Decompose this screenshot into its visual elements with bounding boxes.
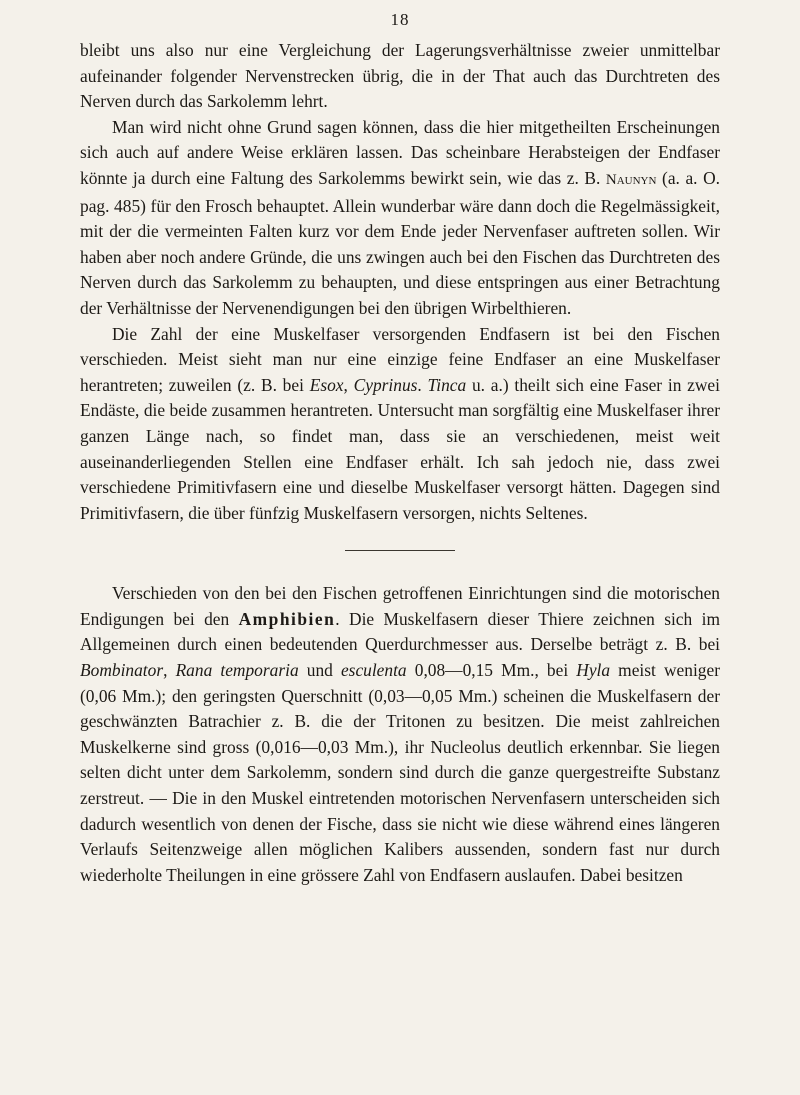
paragraph-1: bleibt uns also nur eine Vergleichung der Lagerungsverhältnisse zweier unmittelbar aufeinander folgender Nervenstrecken übrig, die in der That auch das Durchtreten des Nerven durch das Sarkolemm lehrt. <box>80 40 720 112</box>
species-esculenta: esculenta <box>340 660 407 681</box>
species-esox: Esox <box>309 374 344 395</box>
species-cyprinus: Cyprinus <box>353 374 418 395</box>
paragraph-3-text-b: u. a.) theilt sich eine Faser in zwei Endäste, die beide zusammen herantreten. Untersucht man sorgfältig eine Muskelfaser ihrer ganzen Länge nach, so findet man, dass sie an verschiedenen, meist weit auseinanderliegenden Stellen eine Endfaser erhält. Ich sah jedoch nie, dass zwei verschiedene Primitivfasern eine und dieselbe Muskelfaser versorgt hätten. Dagegen sind Primitivfasern, die über fünfzig Muskelfasern versorgen, nichts Seltenes. <box>80 374 720 523</box>
species-hyla: Hyla <box>576 660 611 681</box>
paragraph-2-text-b: (a. a. O. pag. 485) für den Frosch behauptet. Allein wunderbar wäre dann doch die Regelmässigkeit, mit der die vermeinten Falten kurz vor dem Ende jeder Nervenfaser auftreten sollen. Wir haben aber noch andere Gründe, die uns zwingen auch bei den Fischen das Durchtreten des Nerven durch das Sarkolemm zu behaupten, und diese entspringen aus einer Betrachtung der Verhältnisse der Nervenendigungen bei den übrigen Wirbelthieren. <box>80 167 720 318</box>
author-naunyn: Naunyn <box>605 171 657 188</box>
paragraph-3 <box>80 322 720 527</box>
paragraph-2-text-a: Man wird nicht ohne Grund sagen können, dass die hier mitgetheilten Erscheinungen sich auch auf andere Weise erklären lassen. Das scheinbare Herabsteigen der Endfaser könnte ja durch eine Faltung des Sarkolemms bewirkt sein, wie das z. B. <box>80 116 720 188</box>
paragraph-2 <box>80 115 720 322</box>
paragraph-4 <box>80 581 720 888</box>
page-number: 18 <box>390 10 410 29</box>
species-tinca: Tinca <box>427 374 467 395</box>
paragraph-4-text-a: Verschieden von den bei den Fischen getroffenen Einrichtungen sind die motorischen Endigungen bei den <box>80 583 720 629</box>
body-text <box>80 38 720 888</box>
separator: , <box>163 660 176 681</box>
term-amphibien: Amphibien <box>238 608 336 629</box>
paragraph-3-text-a: Die Zahl der eine Muskelfaser versorgenden Endfasern ist bei den Fischen verschieden. Meist sieht man nur eine einzige feine Endfaser an eine Muskelfaser herantreten; zuweilen (z. B. bei <box>80 323 720 395</box>
paragraph-4-text-c: 0,08—0,15 Mm., bei <box>406 660 577 681</box>
separator: , <box>343 374 354 395</box>
separator: . <box>417 374 428 395</box>
section-divider <box>345 550 455 551</box>
paragraph-4-text-d: meist weniger (0,06 Mm.); den geringsten Querschnitt (0,03—0,05 Mm.) scheinen die Muskelfasern der geschwänzten Batrachier z. B. die der Tritonen zu besitzen. Die meist zahlreichen Muskelkerne sind gross (0,016—0,03 Mm.), ihr Nucleolus deutlich erkennbar. Sie liegen selten dicht unter dem Sarkolemm, sondern sind durch die ganze quergestreifte Substanz zerstreut. — Die in den Muskel eintretenden motorischen Nervenfasern unterscheiden sich dadurch wesentlich von denen der Fische, dass sie nicht wie diese während eines längeren Verlaufs Seitenzweige allen möglichen Kalibers aussenden, sondern fast nur durch wiederholte Theilungen in eine grössere Zahl von Endfasern auslaufen. Dabei besitzen <box>80 660 720 885</box>
species-bombinator: Bombinator <box>80 660 164 681</box>
species-rana-temporaria: Rana temporaria <box>175 660 299 681</box>
conjunction: und <box>298 660 341 681</box>
paragraph-4-text-b: . Die Muskelfasern dieser Thiere zeichnen sich im Allgemeinen durch einen bedeutenden Querdurchmesser aus. Derselbe beträgt z. B. bei <box>80 608 720 655</box>
